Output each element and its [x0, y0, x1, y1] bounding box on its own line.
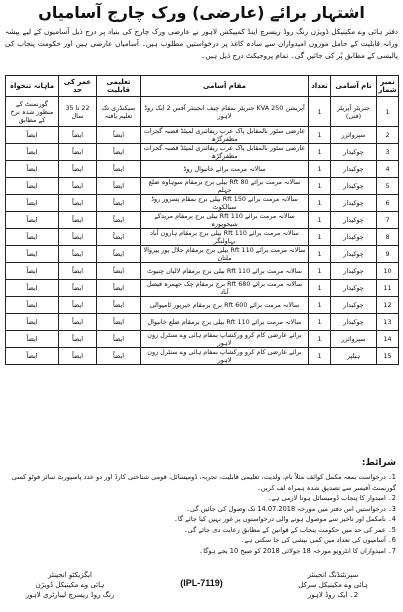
cell-location: آپریشن KVA 250 جنریٹر بمقام چیف انجینئر آفس 2 ایک روڈ لاہور [141, 97, 309, 127]
cell-age: ایضاً [59, 229, 97, 246]
cell-salary: ایضاً [6, 161, 59, 178]
cell-post: جنریٹر آپریٹر (فنی) [331, 97, 377, 127]
cell-location: برائے عارضی کام کرو ورکشاپ بمقام ہائی وے سنٹرل زون لاہور [141, 331, 309, 348]
cell-salary: ایضاً [6, 144, 59, 161]
condition-item: 1۔ درخواست بمعہ مکمل کوائف مثلاً نام، ولدیت، تعلیمی قابلیت، تجربہ، ڈومیسائل، قومی شناختی کارڈ اور دو عدد پاسپورٹ سائز فوٹو کسی گورنمنٹ آفیسر سے تصدیق شدہ ہمراہ لف کریں۔ [11, 473, 396, 492]
cell-serial: 7 [377, 212, 399, 229]
cell-age: ایضاً [59, 280, 97, 297]
cell-serial: 12 [377, 297, 399, 314]
vacancy-table [5, 75, 399, 365]
cell-age: ایضاً [59, 297, 97, 314]
cell-location: سالانہ مرمت برائے Rft 680 برج برمقام چک جھمرہ فیصل آباد [141, 280, 309, 297]
cell-education: ایضاً [97, 246, 141, 263]
conditions-list [7, 472, 396, 556]
conditions-title: شرائط: [361, 458, 396, 468]
cell-quantity: 1 [309, 229, 331, 246]
cell-post: چوکیدار [331, 161, 377, 178]
table-row [6, 229, 399, 246]
cell-post: چوکیدار [331, 229, 377, 246]
condition-item: 3۔ درخواستیں اس دفتر میں مورخہ 14.07.2018 تک وصول کی جائیں گی۔ [186, 504, 396, 513]
condition-item: 5۔ عمر کی حد میں حکومت پنجاب کے قوانین کے مطابق رعایت دی جائے گی۔ [183, 525, 396, 534]
cell-serial: 10 [377, 263, 399, 280]
table-row [6, 314, 399, 331]
cell-serial: 9 [377, 246, 399, 263]
table-row [6, 246, 399, 263]
cell-education: ایضاً [97, 229, 141, 246]
header-education: تعلیمی قابلیت [97, 76, 141, 97]
cell-location: عارضی سٹور بالمقابل پاک عرب ریفائنری لمیٹڈ قصبہ گجرات مظفرگڑھ [141, 144, 309, 161]
cell-post: چوکیدار [331, 212, 377, 229]
signature-executive-engineer [5, 570, 135, 600]
cell-salary: ایضاً [6, 348, 59, 365]
cell-age: ایضاً [59, 212, 97, 229]
cell-age: ایضاً [59, 127, 97, 144]
cell-quantity: 1 [309, 314, 331, 331]
cell-age: ایضاً [59, 348, 97, 365]
table-row [6, 127, 399, 144]
signature-line: ہائی وے مکینیکل سرکل [298, 581, 368, 589]
cell-education: ایضاً [97, 348, 141, 365]
cell-quantity: 1 [309, 127, 331, 144]
signature-line: رنگ روڈ ریسرچ لیبارٹری لاہور [25, 591, 115, 599]
signature-line: ایگزیکٹو انجینئر [48, 571, 92, 579]
cell-quantity: 1 [309, 161, 331, 178]
signature-superintending-engineer [268, 570, 398, 600]
cell-post: چوکیدار [331, 178, 377, 195]
cell-age: ایضاً [59, 144, 97, 161]
cell-salary: ایضاً [6, 178, 59, 195]
header-location: مقام آسامی [141, 76, 309, 97]
cell-age: ایضاً [59, 178, 97, 195]
cell-salary: ایضاً [6, 246, 59, 263]
table-header-row [6, 76, 399, 97]
cell-age: ایضاً [59, 263, 97, 280]
cell-serial: 8 [377, 229, 399, 246]
cell-serial: 1 [377, 97, 399, 127]
footer [5, 570, 398, 610]
cell-post: ہیلپر [331, 348, 377, 365]
cell-education: ایضاً [97, 195, 141, 212]
cell-serial: 2 [377, 127, 399, 144]
cell-quantity: 1 [309, 331, 331, 348]
table-row [6, 280, 399, 297]
table-row [6, 297, 399, 314]
cell-post: چوکیدار [331, 195, 377, 212]
cell-location: برائے عارضی کام کرو ورکشاپ بمقام ہائی وے سنٹرل زون لاہور [141, 348, 309, 365]
table-row [6, 144, 399, 161]
cell-salary: ایضاً [6, 297, 59, 314]
condition-item: 2۔ امیدوار کا پنجاب ڈومیسائل ہونا لازمی ہے۔ [267, 494, 396, 502]
cell-salary: ایضاً [6, 331, 59, 348]
cell-location: سالانہ مرمت برائے Rft 600 برج برمقام خیرپور ٹامیوالی [141, 297, 309, 314]
cell-post: سپروائزر [331, 127, 377, 144]
cell-serial: 11 [377, 280, 399, 297]
cell-salary: ایضاً [6, 229, 59, 246]
cell-quantity: 1 [309, 144, 331, 161]
header-age: عمر کی حد [59, 76, 97, 97]
cell-quantity: 1 [309, 297, 331, 314]
cell-quantity: 1 [309, 348, 331, 365]
cell-post: چوکیدار [331, 280, 377, 297]
cell-location: سالانہ مرمت برائے خانیوال روڈ [141, 161, 309, 178]
cell-serial: 6 [377, 195, 399, 212]
cell-education: سیکنڈری تک تعلیم یافتہ [97, 97, 141, 127]
cell-education: ایضاً [97, 331, 141, 348]
cell-location: سالانہ مرمت برائے Rft 110 بیلی برج برمقام ضلع خانیوال [141, 314, 309, 331]
cell-location: سالانہ مرمت برائے Rft 110 بیلی برج برمقام ہارون آباد بہاولنگر [141, 229, 309, 246]
cell-post: چوکیدار [331, 297, 377, 314]
cell-location: سالانہ مرمت برائے Rft 80 بیلی برج برمقام سوہاوہ ضلع جہلم [141, 178, 309, 195]
cell-quantity: 1 [309, 246, 331, 263]
cell-quantity: 1 [309, 212, 331, 229]
cell-education: ایضاً [97, 263, 141, 280]
table-row [6, 331, 399, 348]
cell-post: چوکیدار [331, 144, 377, 161]
page-title: اشتہار برائے (عارضی) ورک چارج آسامیاں [38, 3, 365, 22]
cell-age: ایضاً [59, 246, 97, 263]
cell-quantity: 1 [309, 263, 331, 280]
cell-quantity: 1 [309, 178, 331, 195]
cell-post: چوکیدار [331, 246, 377, 263]
cell-salary: ایضاً [6, 280, 59, 297]
table-row [6, 212, 399, 229]
cell-quantity: 1 [309, 195, 331, 212]
header-serial: نمبر شمار [377, 76, 399, 97]
condition-item: 7۔ امیدواران کا انٹرویو مورخہ 18 جولائی 2018 کو صبح 10 بجے ہوگا۔ [199, 546, 396, 555]
cell-education: ایضاً [97, 127, 141, 144]
cell-salary: ایضاً [6, 314, 59, 331]
cell-age: ایضاً [59, 331, 97, 348]
cell-serial: 15 [377, 348, 399, 365]
cell-education: ایضاً [97, 297, 141, 314]
cell-education: ایضاً [97, 178, 141, 195]
header-salary: ماہانہ تنخواہ [6, 76, 59, 97]
cell-location: عارضی سٹور بالمقابل پاک عرب ریفائنری لمیٹڈ قصبہ گجرات مظفرگڑھ [141, 127, 309, 144]
cell-post: چوکیدار [331, 263, 377, 280]
table-body [6, 97, 399, 365]
signature-line: 2۔ ایک روڈ لاہور [307, 591, 359, 599]
table-row [6, 195, 399, 212]
cell-education: ایضاً [97, 280, 141, 297]
table-row [6, 97, 399, 127]
cell-salary: ایضاً [6, 263, 59, 280]
cell-salary: ایضاً [6, 195, 59, 212]
table-row [6, 178, 399, 195]
cell-serial: 3 [377, 144, 399, 161]
cell-serial: 4 [377, 161, 399, 178]
ipl-number: (IPL-7119) [180, 578, 223, 588]
cell-education: ایضاً [97, 314, 141, 331]
intro-paragraph: دفتر ہائی وے مکینیکل ڈویژن رنگ روڈ ریسرچ اینڈ کمپیکس لاہور نے عارضی ورک چارج کی بنیاد پر درج ذیل آسامیوں کے لیے پیشہ ورانہ قابلیت کے حامل موزوں امیدواران سے سادہ کاغذ پر درخواستیں مطلوب ہیں۔ آسامیاں عارضی ہیں اور حکومت پنجاب کی پالیسی کے مطابق پُر کی جائیں گی۔ تمام پروجیکٹ درج ذیل ہیں۔ [5, 27, 398, 60]
cell-education: ایضاً [97, 212, 141, 229]
cell-age: ایضاً [59, 161, 97, 178]
cell-serial: 5 [377, 178, 399, 195]
cell-salary: ایضاً [6, 127, 59, 144]
table-row [6, 348, 399, 365]
cell-serial: 14 [377, 331, 399, 348]
cell-age: 22 تا 35 سال [59, 97, 97, 127]
cell-salary: گورنمنٹ کے منظور شدہ نرخ کے مطابق [6, 97, 59, 127]
condition-item: 4۔ نامکمل اور تاخیر سے موصول ہونے والی درخواستوں پر غور نہیں کیا جائے گا۔ [174, 515, 396, 523]
header-quantity: تعداد [309, 76, 331, 97]
cell-quantity: 1 [309, 280, 331, 297]
cell-age: ایضاً [59, 195, 97, 212]
cell-salary: ایضاً [6, 212, 59, 229]
cell-education: ایضاً [97, 144, 141, 161]
cell-location: سالانہ مرمت برائے Rft 150 بیلی برج بمقام پسرور روڈ سیالکوٹ [141, 195, 309, 212]
cell-location: سالانہ مرمت برائے Rft 110 بیلی برج برمقام لالیاں چنیوٹ [141, 263, 309, 280]
signature-line: سپرنٹنڈنگ انجینئر [307, 571, 359, 579]
cell-post: سپروائزر [331, 331, 377, 348]
cell-quantity: 1 [309, 97, 331, 127]
table-row [6, 263, 399, 280]
cell-age: ایضاً [59, 314, 97, 331]
cell-post: چوکیدار [331, 314, 377, 331]
cell-location: سالانہ مرمت برائے Rft 110 بیلی برج برمقام مریدکے شیخوپورہ [141, 212, 309, 229]
table-row [6, 161, 399, 178]
advertisement-page [3, 2, 400, 610]
header-post: نام آسامی [331, 76, 377, 97]
condition-item: 6۔ آسامیوں کی تعداد میں کمی بیشی کی جا سکتی ہے۔ [240, 536, 396, 544]
cell-serial: 13 [377, 314, 399, 331]
cell-education: ایضاً [97, 161, 141, 178]
cell-location: سالانہ مرمت برائے Rft 110 بیلی برج برمقام جلال پور پیروالا ملتان [141, 246, 309, 263]
signature-line: ہائی وے مکینیکل ڈویژن [35, 581, 105, 589]
